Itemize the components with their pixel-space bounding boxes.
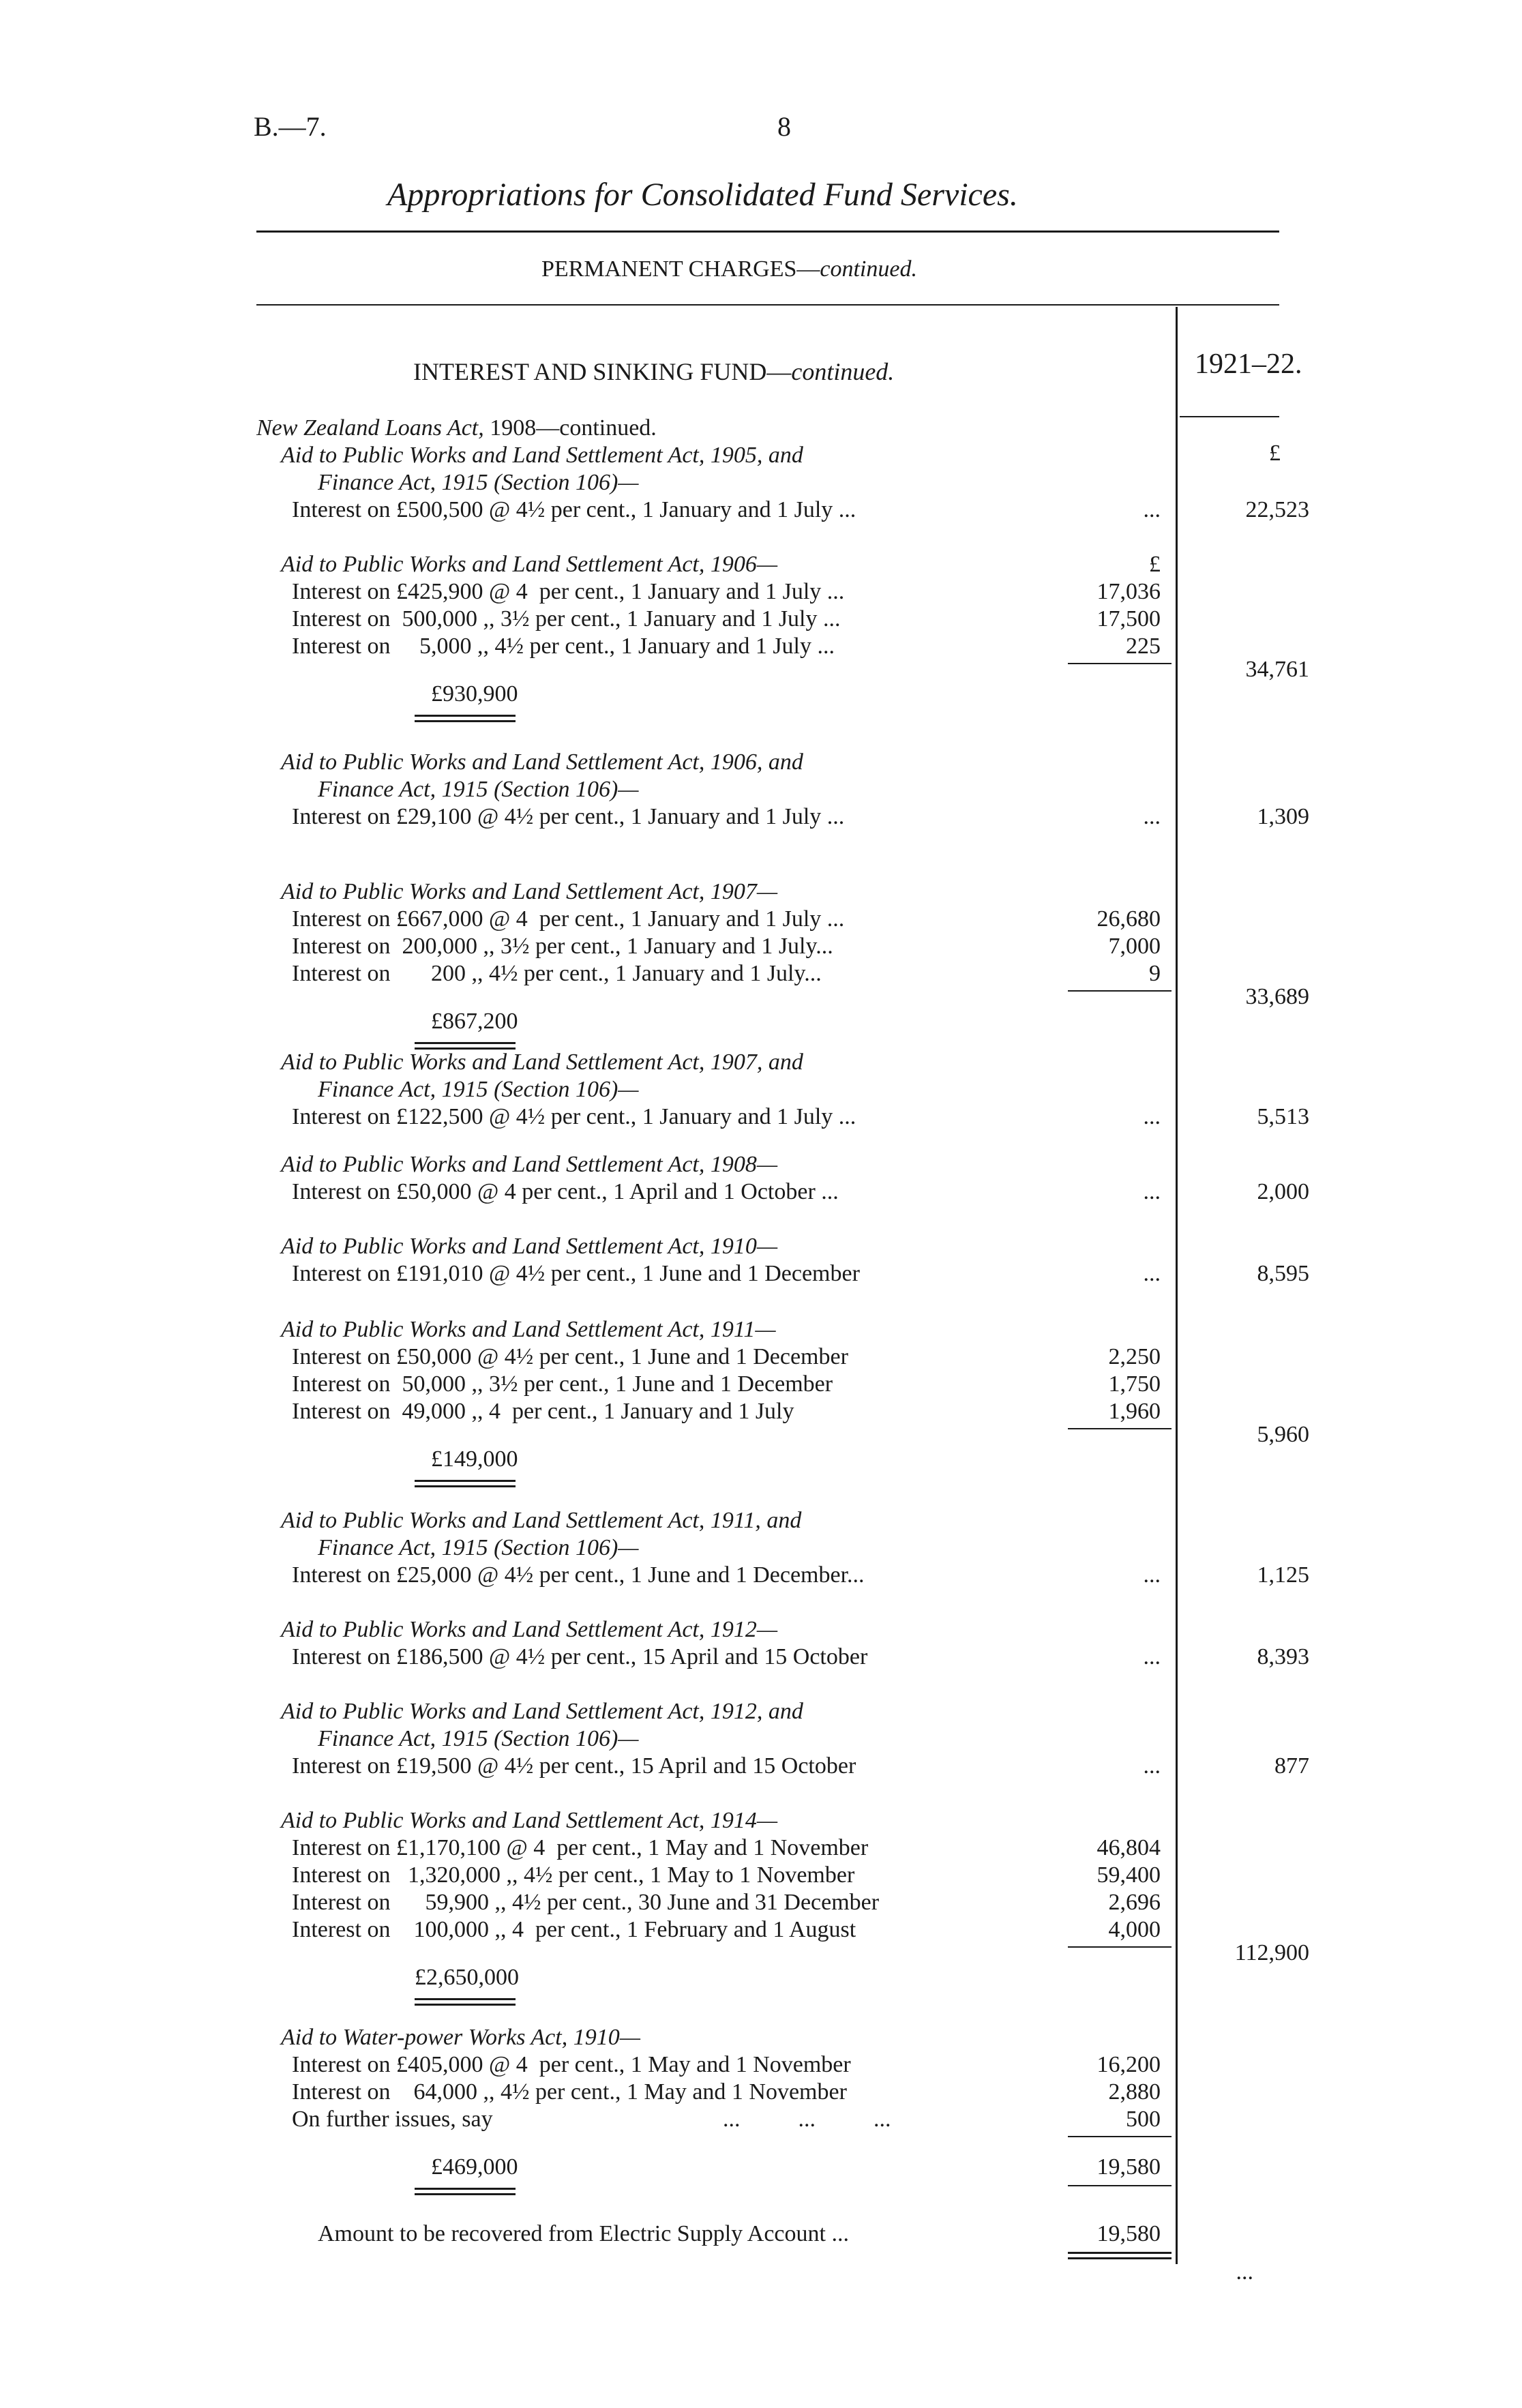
amount-mid: 4,000 <box>1108 1917 1161 1942</box>
year-rule <box>1180 416 1279 417</box>
recovery-amount: 19,580 <box>1096 2221 1161 2246</box>
amount-mid: ... <box>1143 804 1161 829</box>
amount-mid: ... <box>1143 1753 1161 1779</box>
block-title: Aid to Public Works and Land Settlement Act, 1906, and <box>281 749 803 775</box>
page-number: 8 <box>777 111 791 142</box>
loan-total-double-rule <box>415 1480 516 1487</box>
amount-mid: 46,804 <box>1096 1835 1161 1860</box>
amount-mid: 2,250 <box>1108 1344 1161 1369</box>
loan-total-double-rule <box>415 715 516 722</box>
amount-mid: 26,680 <box>1096 906 1161 932</box>
loan-total-double-rule <box>415 2188 516 2195</box>
interest-line: Interest on 200 ,, 4½ per cent., 1 January and 1 July... <box>292 961 822 986</box>
interest-line: Interest on 1,320,000 ,, 4½ per cent., 1 May to 1 November <box>292 1862 855 1888</box>
block-total-right: 33,689 <box>1245 984 1309 1009</box>
subtotal-rule <box>1068 1946 1172 1948</box>
amount-mid: ... <box>1143 1104 1161 1129</box>
loan-total: £2,650,000 <box>415 1965 519 1990</box>
amount-mid: ... <box>1143 1261 1161 1286</box>
subtotal-rule <box>1068 990 1172 992</box>
interest-line: Interest on 500,000 ,, 3½ per cent., 1 January and 1 July ... <box>292 606 841 631</box>
subtotal-rule <box>1068 2136 1172 2137</box>
amount-mid: 7,000 <box>1108 934 1161 959</box>
interest-line: Interest on £1,170,100 @ 4 per cent., 1 May and 1 November <box>292 1835 869 1860</box>
mid-total-rule <box>1068 2185 1172 2186</box>
block-title: Finance Act, 1915 (Section 106)— <box>318 1077 639 1102</box>
block-title: Aid to Public Works and Land Settlement Act, 1907— <box>281 879 778 904</box>
act-heading: New Zealand Loans Act, 1908—continued. <box>256 415 657 441</box>
section-heading: INTEREST AND SINKING FUND—continued. <box>413 358 895 385</box>
amount-mid: 2,880 <box>1108 2079 1161 2105</box>
amount-mid: ... <box>1143 497 1161 522</box>
amount-mid: 225 <box>1126 634 1161 659</box>
interest-line: Interest on £500,500 @ 4½ per cent., 1 January and 1 July ... <box>292 497 856 522</box>
amount-mid: 17,500 <box>1096 606 1161 631</box>
amount-mid: ... <box>1143 1644 1161 1669</box>
loan-total: £469,000 <box>431 2154 518 2180</box>
interest-line: On further issues, say <box>292 2107 493 2132</box>
amount-mid: 17,036 <box>1096 579 1161 604</box>
interest-line: Interest on £50,000 @ 4½ per cent., 1 June and 1 December <box>292 1344 848 1369</box>
interest-line: Interest on £186,500 @ 4½ per cent., 15 April and 15 October <box>292 1644 868 1669</box>
amount-mid: 59,400 <box>1096 1862 1161 1888</box>
subtitle-rule <box>256 304 1279 306</box>
block-total-mid: 19,580 <box>1096 2154 1161 2180</box>
amount-mid: 9 <box>1149 961 1161 986</box>
recovery-double-rule <box>1068 2252 1172 2259</box>
amount-right: 2,000 <box>1257 1179 1309 1204</box>
block-title: Aid to Public Works and Land Settlement Act, 1905, and <box>281 443 803 468</box>
amount-mid: 1,750 <box>1108 1371 1161 1397</box>
block-title: Aid to Water-power Works Act, 1910— <box>281 2025 640 2050</box>
interest-line: Interest on £405,000 @ 4 per cent., 1 May and 1 November <box>292 2052 851 2077</box>
block-title: Aid to Public Works and Land Settlement Act, 1912, and <box>281 1699 803 1724</box>
amount-right: 877 <box>1274 1753 1309 1779</box>
amount-right: 8,393 <box>1257 1644 1309 1669</box>
interest-line: Interest on £122,500 @ 4½ per cent., 1 January and 1 July ... <box>292 1104 856 1129</box>
interest-line: Interest on £50,000 @ 4 per cent., 1 April and 1 October ... <box>292 1179 839 1204</box>
interest-line: Interest on 5,000 ,, 4½ per cent., 1 January and 1 July ... <box>292 634 835 659</box>
recovery-right: ... <box>1236 2259 1253 2285</box>
page-title: Appropriations for Consolidated Fund Services. <box>387 177 1018 213</box>
interest-line: Interest on £425,900 @ 4 per cent., 1 January and 1 July ... <box>292 579 845 604</box>
block-title: Aid to Public Works and Land Settlement Act, 1906— <box>281 552 778 577</box>
interest-line: Interest on £29,100 @ 4½ per cent., 1 January and 1 July ... <box>292 804 845 829</box>
amount-mid: 500 <box>1126 2107 1161 2132</box>
currency-symbol: £ <box>1269 441 1281 466</box>
recovery-label: Amount to be recovered from Electric Supply Account ... <box>318 2221 849 2246</box>
leader-dots: ... ... ... <box>723 2107 891 2132</box>
title-rule <box>256 231 1279 233</box>
amount-mid: 16,200 <box>1096 2052 1161 2077</box>
subtotal-rule <box>1068 663 1172 664</box>
amount-right: 1,125 <box>1257 1562 1309 1588</box>
block-title: Aid to Public Works and Land Settlement Act, 1910— <box>281 1234 778 1259</box>
column-separator <box>1176 307 1178 2264</box>
loan-total: £930,900 <box>431 681 518 707</box>
block-title: Aid to Public Works and Land Settlement Act, 1914— <box>281 1808 778 1833</box>
interest-line: Interest on £19,500 @ 4½ per cent., 15 April and 15 October <box>292 1753 856 1779</box>
interest-line: Interest on 64,000 ,, 4½ per cent., 1 May and 1 November <box>292 2079 847 2105</box>
amount-right: 22,523 <box>1245 497 1309 522</box>
amount-mid: ... <box>1143 1179 1161 1204</box>
block-title: Finance Act, 1915 (Section 106)— <box>318 1535 639 1560</box>
amount-right: 5,513 <box>1257 1104 1309 1129</box>
block-total-right: 34,761 <box>1245 657 1309 682</box>
block-title: Finance Act, 1915 (Section 106)— <box>318 1726 639 1751</box>
interest-line: Interest on 49,000 ,, 4 per cent., 1 January and 1 July <box>292 1399 794 1424</box>
interest-line: Interest on 50,000 ,, 3½ per cent., 1 June and 1 December <box>292 1371 833 1397</box>
amount-right: 1,309 <box>1257 804 1309 829</box>
interest-line: Interest on £667,000 @ 4 per cent., 1 January and 1 July ... <box>292 906 845 932</box>
amount-mid: ... <box>1143 1562 1161 1588</box>
mid-currency: £ <box>1149 552 1161 577</box>
amount-mid: 2,696 <box>1108 1890 1161 1915</box>
interest-line: Interest on 59,900 ,, 4½ per cent., 30 June and 31 December <box>292 1890 880 1915</box>
block-title: Finance Act, 1915 (Section 106)— <box>318 470 639 495</box>
loan-total: £867,200 <box>431 1009 518 1034</box>
block-total-right: 112,900 <box>1234 1940 1309 1965</box>
interest-line: Interest on £25,000 @ 4½ per cent., 1 June and 1 December... <box>292 1562 865 1588</box>
interest-line: Interest on 100,000 ,, 4 per cent., 1 February and 1 August <box>292 1917 856 1942</box>
subtotal-rule <box>1068 1428 1172 1429</box>
block-title: Finance Act, 1915 (Section 106)— <box>318 777 639 802</box>
interest-line: Interest on £191,010 @ 4½ per cent., 1 June and 1 December <box>292 1261 860 1286</box>
loan-total: £149,000 <box>431 1446 518 1472</box>
page-ref: B.—7. <box>254 111 327 142</box>
block-title: Aid to Public Works and Land Settlement Act, 1912— <box>281 1617 778 1642</box>
block-title: Aid to Public Works and Land Settlement Act, 1907, and <box>281 1050 803 1075</box>
block-title: Aid to Public Works and Land Settlement Act, 1908— <box>281 1152 778 1177</box>
amount-mid: 1,960 <box>1108 1399 1161 1424</box>
loan-total-double-rule <box>415 1998 516 2006</box>
block-total-right: 5,960 <box>1257 1422 1309 1447</box>
interest-line: Interest on 200,000 ,, 3½ per cent., 1 January and 1 July... <box>292 934 833 959</box>
year-heading: 1921–22. <box>1195 348 1302 380</box>
block-title: Aid to Public Works and Land Settlement Act, 1911, and <box>281 1508 802 1533</box>
block-title: Aid to Public Works and Land Settlement Act, 1911— <box>281 1317 776 1342</box>
permanent-charges-heading: PERMANENT CHARGES—continued. <box>541 256 917 282</box>
amount-right: 8,595 <box>1257 1261 1309 1286</box>
